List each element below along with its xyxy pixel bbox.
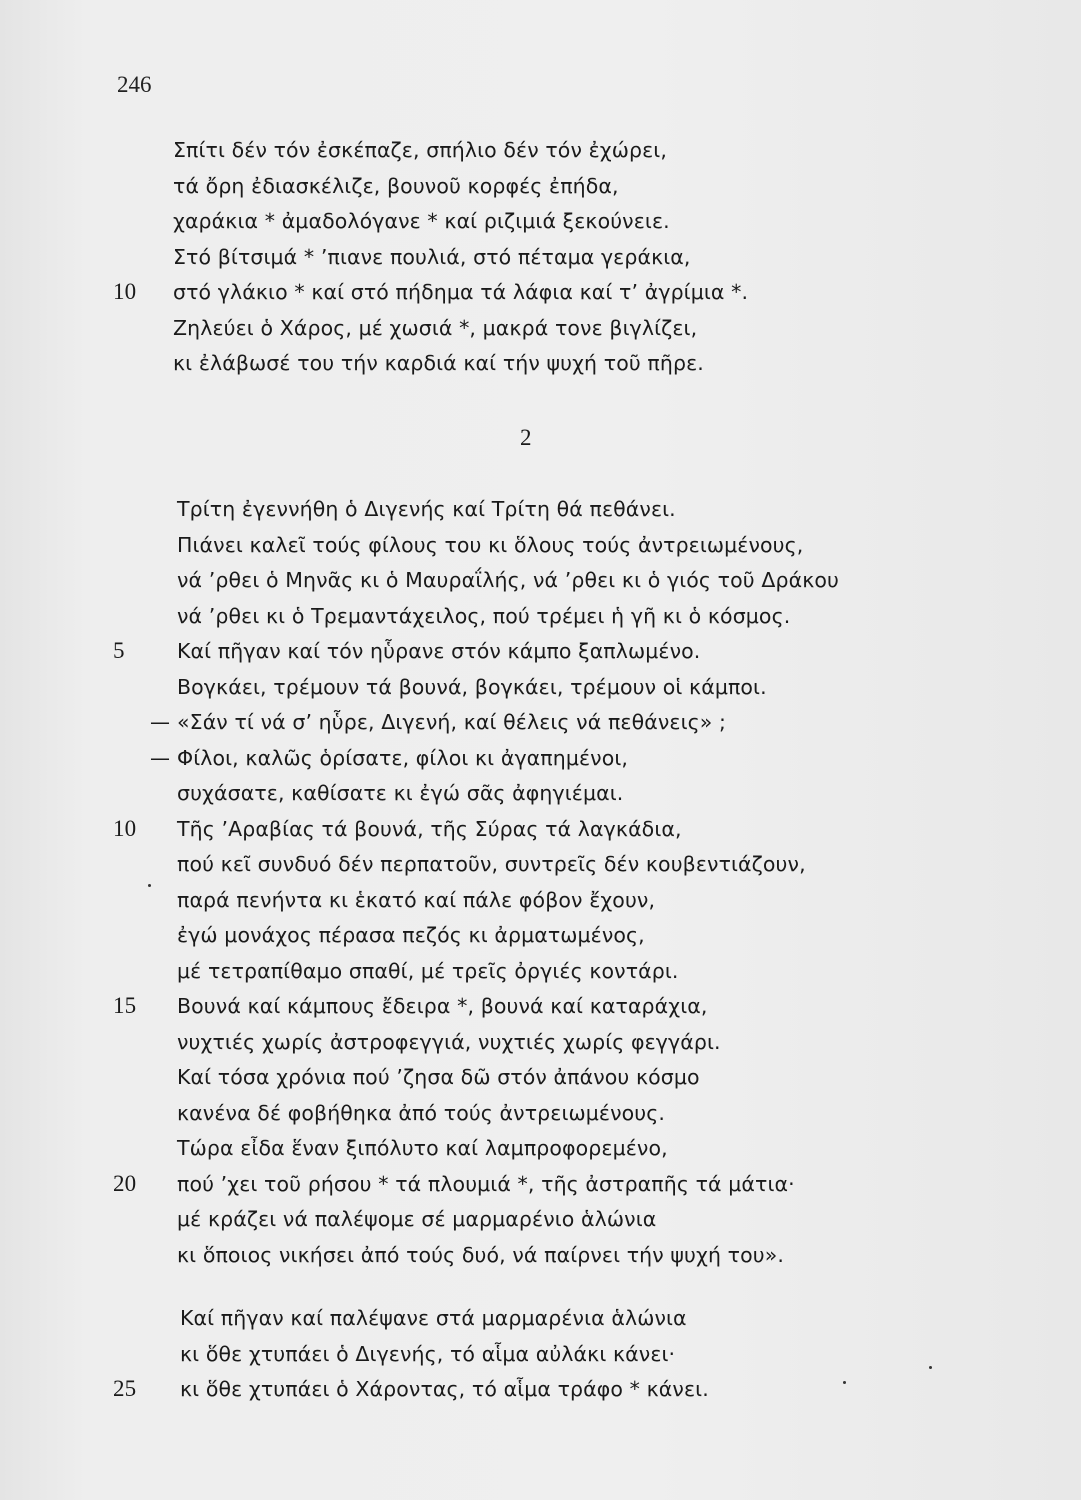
verse-line <box>0 883 1081 917</box>
verse-line <box>0 1372 1081 1406</box>
verse-text: παρά πενήντα κι ἑκατό καί πάλε φόβον ἔχουν, <box>177 887 656 912</box>
verse-line <box>0 989 1081 1023</box>
verse-text: στό γλάκιο * καί στό πήδημα τά λάφια καί τ’ ἀγρίμια *. <box>173 280 749 304</box>
verse-line <box>0 346 1081 380</box>
verse-text: χαράκια * ἀμαδολόγανε * καί ριζιμιά ξεκούνειε. <box>173 209 670 233</box>
verse-text: Στό βίτσιμά * ’πιανε πουλιά, στό πέταμα γεράκια, <box>173 244 691 269</box>
verse-text: κι ἐλάβωσέ του τήν καρδιά καί τήν ψυχή τοῦ πῆρε. <box>173 351 704 375</box>
verse-line <box>0 1096 1081 1130</box>
verse-line <box>0 1025 1081 1059</box>
verse-text: νά ’ρθει ὁ Μηνᾶς κι ὁ Μαυραΐλής, νά ’ρθει κι ὁ γιός τοῦ Δράκου <box>177 568 839 592</box>
verse-text: Σπίτι δέν τόν ἐσκέπαζε, σπήλιο δέν τόν ἐχώρει, <box>173 138 667 162</box>
verse-line <box>0 311 1081 345</box>
verse-line <box>0 204 1081 238</box>
verse-text: νυχτιές χωρίς ἀστροφεγγιά, νυχτιές χωρίς φεγγάρι. <box>177 1029 721 1054</box>
verse-line <box>0 918 1081 952</box>
verse-text: Τρίτη ἐγεννήθη ὁ Διγενής καί Τρίτη θά πεθάνει. <box>177 497 676 521</box>
dialogue-dash: — <box>150 745 171 770</box>
verse-text: πού κεῖ συνδυό δέν περπατοῦν, συντρεῖς δέν κουβεντιάζουν, <box>177 852 806 876</box>
verse-line <box>0 275 1081 309</box>
verse-text: συχάσατε, καθίσατε κι ἐγώ σᾶς ἀφηγιέμαι. <box>177 781 624 805</box>
verse-text: Ζηλεύει ὁ Χάρος, μέ χωσιά *, μακρά τονε βιγλίζει, <box>173 315 698 340</box>
verse-text: «Σάν τί νά σ’ ηὗρε, Διγενή, καί θέλεις νά πεθάνεις» ; <box>177 710 726 734</box>
verse-text: Φίλοι, καλῶς ὁρίσατε, φίλοι κι ἀγαπημένοι, <box>177 745 628 770</box>
verse-line <box>0 634 1081 668</box>
verse-text: Καί τόσα χρόνια πού ’ζησα δῶ στόν ἀπάνου κόσμο <box>177 1065 700 1089</box>
verse-text: Τώρα εἶδα ἕναν ξιπόλυτο καί λαμπροφορεμένο, <box>177 1136 668 1160</box>
verse-line <box>0 169 1081 203</box>
verse-text: Βογκάει, τρέμουν τά βουνά, βογκάει, τρέμουν οἱ κάμποι. <box>177 674 767 699</box>
verse-text: κι ὅθε χτυπάει ὁ Χάροντας, τό αἷμα τράφο * κάνει. <box>180 1377 709 1401</box>
verse-line <box>0 741 1081 775</box>
verse-text: Βουνά καί κάμπους ἔδειρα *, βουνά καί καταράχια, <box>177 994 708 1018</box>
verse-line <box>0 670 1081 704</box>
verse-number: 20 <box>113 1170 137 1196</box>
verse-line <box>0 563 1081 597</box>
verse-line <box>0 1337 1081 1371</box>
verse-text: ἐγώ μονάχος πέρασα πεζός κι ἀρματωμένος, <box>177 923 645 947</box>
verse-text: τά ὄρη ἐδιασκέλιζε, βουνοῦ κορφές ἐπήδα, <box>173 173 619 198</box>
verse-line <box>0 492 1081 526</box>
verse-text: κι ὅθε χτυπάει ὁ Διγενής, τό αἷμα αὐλάκι κάνει· <box>180 1341 676 1366</box>
page-number: 246 <box>117 72 152 97</box>
verse-line <box>0 133 1081 167</box>
verse-line <box>0 954 1081 988</box>
verse-text: Πιάνει καλεῖ τούς φίλους του κι ὅλους τούς ἀντρειωμένους, <box>177 532 804 557</box>
verse-text: Καί πῆγαν καί παλέψανε στά μαρμαρένια ἁλώνια <box>180 1306 687 1330</box>
verse-number: 15 <box>113 993 137 1018</box>
verse-text: Τῆς ’Αραβίας τά βουνά, τῆς Σύρας τά λαγκάδια, <box>177 816 682 841</box>
print-speck <box>929 1366 932 1369</box>
verse-number: 5 <box>113 638 125 663</box>
verse-number: 10 <box>113 815 137 841</box>
verse-text: πού ’χει τοῦ ρήσου * τά πλουμιά *, τῆς ἀστραπῆς τά μάτια· <box>177 1171 795 1196</box>
verse-line <box>0 599 1081 633</box>
verse-line <box>0 1238 1081 1272</box>
verse-number: 25 <box>113 1376 137 1401</box>
print-speck <box>843 1381 846 1384</box>
verse-line <box>0 847 1081 881</box>
verse-line <box>0 1131 1081 1165</box>
verse-text: κανένα δέ φοβήθηκα ἀπό τούς ἀντρειωμένους. <box>177 1100 665 1125</box>
verse-line <box>0 812 1081 846</box>
verse-text: μέ κράζει νά παλέψομε σέ μαρμαρένιο ἁλώνια <box>177 1207 657 1231</box>
verse-text: Καί πῆγαν καί τόν ηὗρανε στόν κάμπο ξαπλωμένο. <box>177 639 701 663</box>
verse-line <box>0 705 1081 739</box>
verse-number: 10 <box>113 279 137 304</box>
verse-line <box>0 1060 1081 1094</box>
verse-line <box>0 1202 1081 1236</box>
verse-text: κι ὅποιος νικήσει ἀπό τούς δυό, νά παίρνει τήν ψυχή του». <box>177 1242 784 1267</box>
section-number: 2 <box>520 425 532 450</box>
print-speck <box>148 884 151 887</box>
verse-line <box>0 1167 1081 1201</box>
verse-text: νά ’ρθει κι ὁ Τρεμαντάχειλος, πού τρέμει ἡ γῆ κι ὁ κόσμος. <box>177 603 791 628</box>
verse-line <box>0 1301 1081 1335</box>
verse-line <box>0 776 1081 810</box>
verse-line <box>0 528 1081 562</box>
dialogue-dash: — <box>150 710 171 734</box>
verse-text: μέ τετραπίθαμο σπαθί, μέ τρεῖς ὀργιές κοντάρι. <box>177 958 679 983</box>
verse-line <box>0 240 1081 274</box>
